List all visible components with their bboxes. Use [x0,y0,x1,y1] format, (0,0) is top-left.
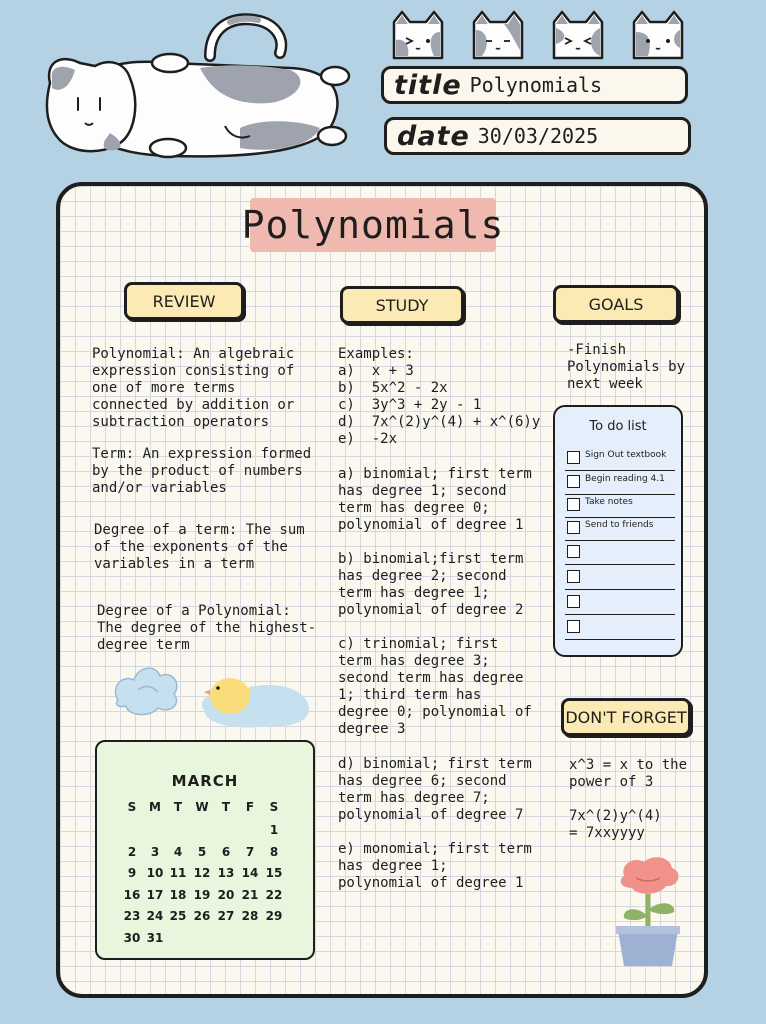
todo-item[interactable] [565,517,675,541]
calendar-day: 28 [241,909,259,923]
calendar-day: 11 [169,866,187,880]
checkbox-icon[interactable] [567,521,580,534]
calendar-day: 23 [123,909,141,923]
cat-head-icon [548,10,608,62]
calendar-day: 24 [146,909,164,923]
date-value: 30/03/2025 [477,124,599,148]
study-answer-c: c) trinomial; first term has degree 3; second term has degree 1; third term has degree 0; polynomial of degree 3 [338,636,532,737]
study-answer-a: a) binomial; first term has degree 1; second term has degree 0; polynomial of degree 1 [338,466,532,533]
calendar-day: 3 [150,844,160,859]
calendar-day: 20 [217,887,235,902]
cloud-chick-illustration [110,660,315,732]
review-degree-term-definition: Degree of a term: The sum of the exponents of the variables in a term [94,522,305,572]
flower-pot-illustration [612,854,686,970]
calendar-day: 19 [193,887,211,902]
todo-item[interactable] [565,566,675,590]
calendar-day: 10 [146,866,164,880]
calendar-day: 17 [146,887,164,902]
study-header: STUDY [340,286,464,324]
review-term-definition: Term: An expression formed by the product of numbers and/or variables [92,446,312,496]
calendar-day: 6 [221,844,231,859]
title-field [381,66,688,104]
dont-forget-note-2: 7x^(2)y^(4) = 7xxyyyy [569,808,662,841]
calendar-day: 25 [169,909,187,923]
checkbox-icon[interactable] [567,595,580,608]
checkbox-icon[interactable] [567,498,580,511]
calendar-day: 14 [241,866,259,880]
goals-text: -Finish Polynomials by next week [567,342,686,392]
calendar-weekday: S [269,800,279,814]
calendar-weekday: M [149,800,161,814]
calendar-day: 29 [265,909,283,923]
todo-item[interactable] [565,494,675,518]
title-label: title [394,69,462,101]
calendar-day: 30 [123,930,141,945]
lying-cat-illustration [40,8,360,168]
calendar-weekday: S [127,800,137,814]
calendar-day: 8 [269,844,279,859]
calendar-day: 2 [127,844,137,859]
study-examples: Examples: a) x + 3 b) 5x^2 - 2x c) 3y^3 + 2y - 1 d) 7x^(2)y^(4) + x^(6)y e) -2x [338,346,541,447]
calendar-day: 31 [146,930,164,945]
calendar-day: 15 [265,866,283,880]
date-field [384,117,691,155]
cat-head-icon [468,10,528,62]
checkbox-icon[interactable] [567,620,580,633]
review-header: REVIEW [124,282,244,320]
calendar-day: 18 [169,887,187,902]
todo-item-label: Begin reading 4.1 [585,474,665,484]
todo-list-title: To do list [589,419,647,434]
calendar-day: 7 [245,844,255,859]
calendar-day: 4 [173,844,183,859]
todo-item[interactable] [565,447,675,471]
dont-forget-note-1: x^3 = x to the power of 3 [569,757,688,790]
study-answer-d: d) binomial; first term has degree 6; second term has degree 7; polynomial of degree 7 [338,756,532,823]
checkbox-icon[interactable] [567,570,580,583]
todo-item-label: Send to friends [585,520,654,530]
calendar-day: 16 [123,887,141,902]
calendar-day: 27 [217,909,235,923]
goals-header: GOALS [553,285,679,323]
calendar-day: 12 [193,866,211,880]
calendar-day: 1 [269,823,279,837]
calendar-march [95,740,315,960]
cat-head-icon [628,10,688,62]
review-degree-polynomial-definition: Degree of a Polynomial: The degree of the highest- degree term [97,603,317,653]
calendar-weekday: T [173,800,183,814]
todo-item-label: Sign Out textbook [585,450,667,460]
todo-item[interactable] [565,541,675,565]
calendar-day: 9 [127,866,137,880]
calendar-day: 26 [193,909,211,923]
checkbox-icon[interactable] [567,451,580,464]
review-polynomial-definition: Polynomial: An algebraic expression consisting of one of more terms connected by addition or subtraction operators [92,346,295,430]
title-value: Polynomials [469,73,603,97]
calendar-weekday: F [245,800,255,814]
calendar-day: 22 [265,887,283,902]
study-answer-b: b) binomial;first term has degree 2; second term has degree 1; polynomial of degree 2 [338,551,524,618]
calendar-day: 13 [217,866,235,880]
todo-item[interactable] [565,616,675,640]
checkbox-icon[interactable] [567,475,580,488]
checkbox-icon[interactable] [567,545,580,558]
todo-item[interactable] [565,591,675,615]
todo-item-label: Take notes [585,497,633,507]
page-title: Polynomials [250,198,496,252]
dont-forget-header: DON'T FORGET [561,698,691,736]
calendar-weekday: T [221,800,231,814]
todo-list-card [553,405,683,657]
study-answer-e: e) monomial; first term has degree 1; polynomial of degree 1 [338,841,532,891]
calendar-day: 5 [197,844,207,859]
calendar-month-label: MARCH [171,772,239,790]
date-label: date [397,120,470,152]
calendar-day: 21 [241,887,259,902]
cat-head-icon [388,10,448,62]
calendar-weekday: W [195,800,209,814]
todo-item[interactable] [565,471,675,495]
